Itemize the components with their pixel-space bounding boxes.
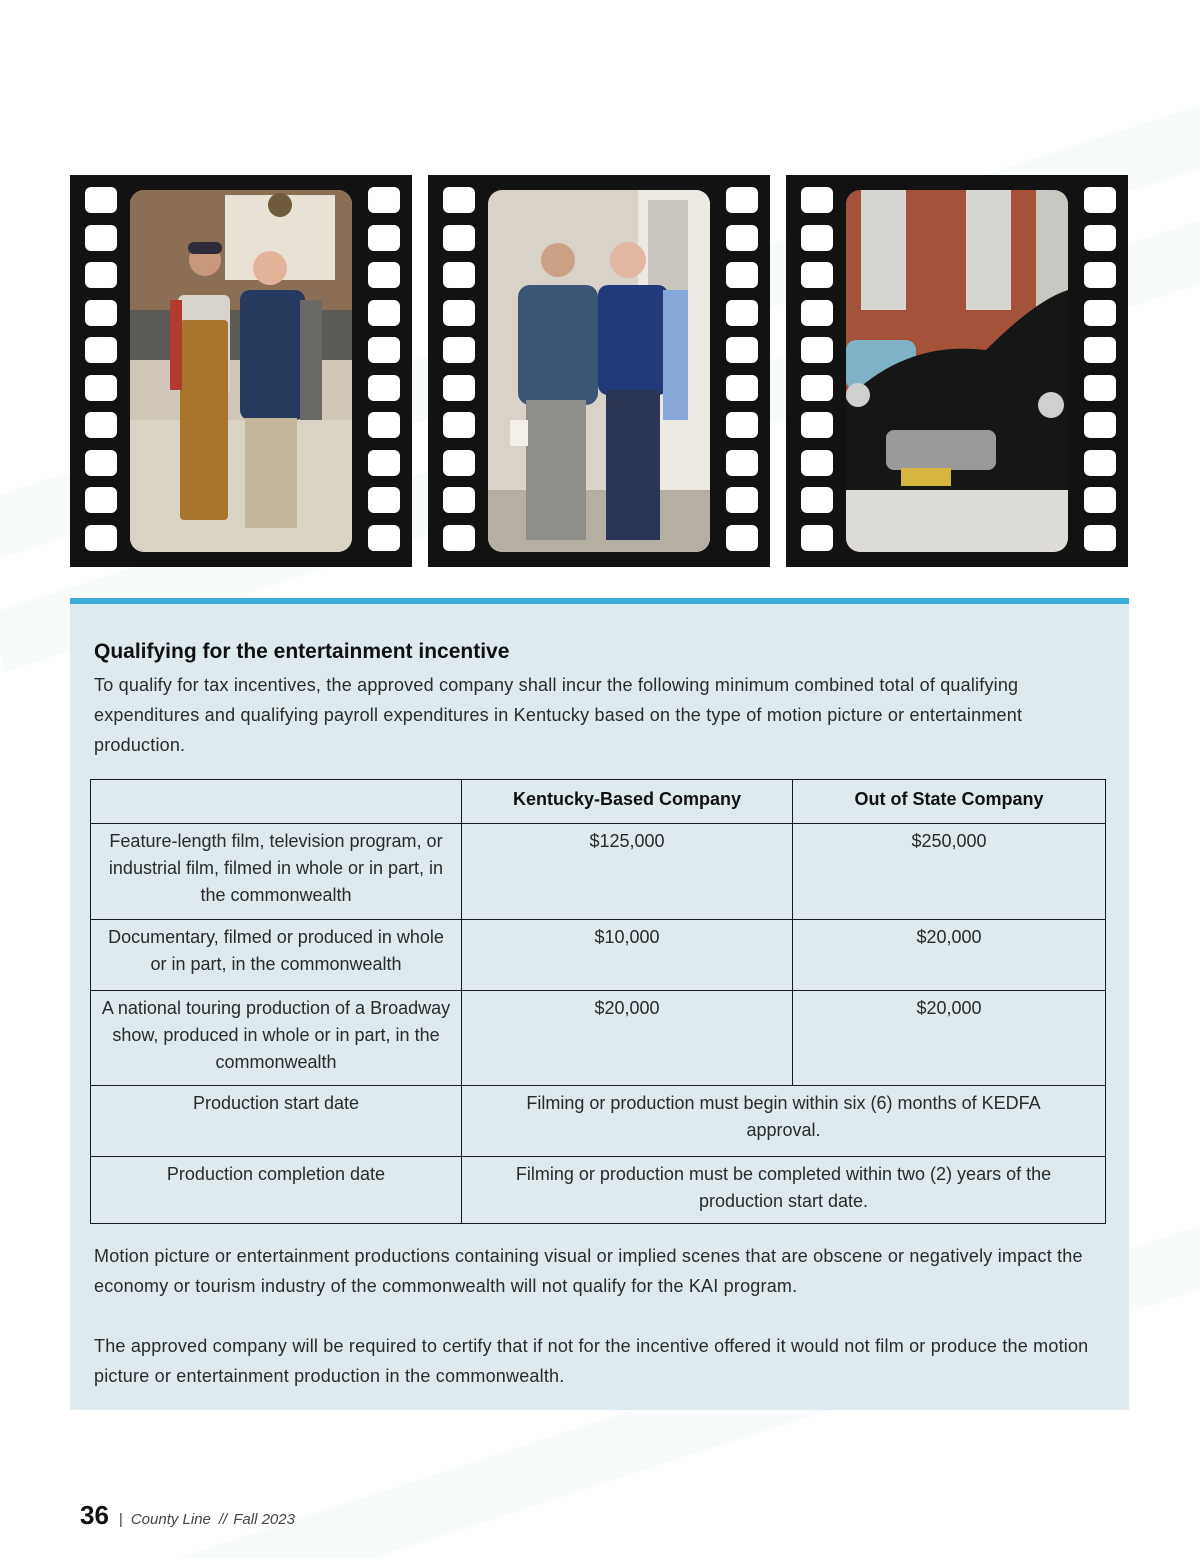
table-header-out-of-state: Out of State Company	[793, 780, 1106, 824]
merged-requirement: Filming or production must begin within six (6) months of KEDFA approval.	[462, 1086, 1106, 1157]
film-frame-1	[70, 175, 412, 567]
section-heading: Qualifying for the entertainment incentive	[94, 640, 510, 663]
photo-two-men-coffee	[488, 190, 710, 552]
row-label: Feature-length film, television program, or industrial film, filmed in whole or in part, in the commonwealth	[91, 824, 462, 920]
section-intro: To qualify for tax incentives, the approved company shall incur the following minimum combined total of qualifying expenditures and qualifying payroll expenditures in Kentucky based on the type of motion picture or entertainment production.	[94, 675, 1023, 755]
publication-name: County Line	[130, 1511, 211, 1528]
ky-value: $10,000	[462, 920, 793, 991]
table-header-empty	[91, 780, 462, 824]
sprocket-holes-left	[443, 187, 475, 562]
sprocket-holes-right	[1084, 187, 1116, 562]
merged-requirement: Filming or production must be completed within two (2) years of the production start date.	[462, 1157, 1106, 1224]
sprocket-holes-left	[801, 187, 833, 562]
row-label: Production completion date	[91, 1157, 462, 1224]
footer-separator: |	[118, 1511, 123, 1528]
ky-value: $20,000	[462, 991, 793, 1086]
table-header-row	[91, 780, 1106, 824]
table-row	[91, 991, 1106, 1086]
row-label: Documentary, filmed or produced in whole or in part, in the commonwealth	[91, 920, 462, 991]
incentive-table	[90, 779, 1106, 1224]
sprocket-holes-right	[726, 187, 758, 562]
table-header-ky: Kentucky-Based Company	[462, 780, 793, 824]
row-label: Production start date	[91, 1086, 462, 1157]
row-label: A national touring production of a Broadway show, produced in whole or in part, in the commonwealth	[91, 991, 462, 1086]
photo-two-men-overalls	[130, 190, 352, 552]
paragraph-certification: The approved company will be required to certify that if not for the incentive offered it would not film or produce the motion picture or entertainment production in the commonwealth.	[94, 1336, 1089, 1386]
out-of-state-value: $20,000	[793, 920, 1106, 991]
table-row	[91, 920, 1106, 991]
issue-label: Fall 2023	[233, 1511, 295, 1528]
sprocket-holes-left	[85, 187, 117, 562]
page-footer	[80, 1500, 295, 1531]
table-row	[91, 1086, 1106, 1157]
film-frame-3	[786, 175, 1128, 567]
paragraph-obscene-clause: Motion picture or entertainment productions containing visual or implied scenes that are obscene or negatively impact the economy or tourism industry of the commonwealth will not qualify for the KAI program.	[94, 1246, 1083, 1296]
footer-divider: //	[218, 1511, 228, 1528]
sprocket-holes-right	[368, 187, 400, 562]
photo-vintage-car	[846, 190, 1068, 552]
out-of-state-value: $20,000	[793, 991, 1106, 1086]
film-frame-2	[428, 175, 770, 567]
ky-value: $125,000	[462, 824, 793, 920]
page-number: 36	[80, 1500, 109, 1530]
incentive-info-panel	[70, 598, 1129, 1410]
table-row	[91, 824, 1106, 920]
table-row	[91, 1157, 1106, 1224]
out-of-state-value: $250,000	[793, 824, 1106, 920]
